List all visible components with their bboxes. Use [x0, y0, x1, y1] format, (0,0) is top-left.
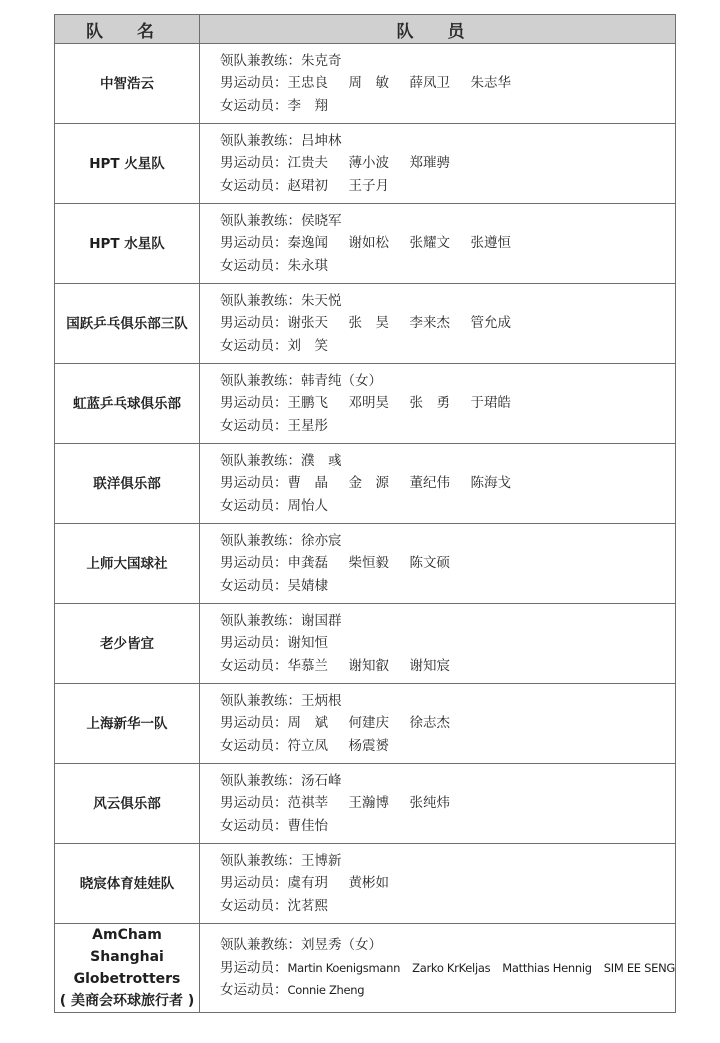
male-label: 男运动员： [220, 959, 288, 976]
male-label: 男运动员： [220, 235, 288, 252]
team-members-cell [200, 764, 676, 844]
female-players-line [220, 979, 675, 1002]
female-label: 女运动员： [220, 337, 288, 354]
male-players-line [220, 72, 675, 95]
team-name-cell [55, 524, 200, 604]
male-players-line [220, 232, 675, 255]
coach-name: 朱天悦 [301, 292, 342, 309]
team-name: 老少皆宜 [100, 635, 154, 652]
male-label: 男运动员： [220, 475, 288, 492]
coach-name: 谢国群 [301, 612, 342, 629]
team-row [55, 684, 676, 764]
female-label: 女运动员： [220, 982, 288, 999]
team-name-cell [55, 284, 200, 364]
male-player-name: 陈海戈 [470, 475, 511, 492]
team-name: 上师大国球社 [86, 555, 168, 572]
male-player-name: 张耀文 [409, 235, 450, 252]
male-player-name: 申龚磊 [287, 555, 328, 572]
male-player-name: 陈文硕 [409, 555, 450, 572]
members-column-header: 队 员 [200, 15, 676, 44]
male-player-name: 何建庆 [348, 715, 389, 732]
coach-name: 吕坤林 [301, 132, 342, 149]
female-label: 女运动员： [220, 737, 288, 754]
male-player-name: 张遵恒 [470, 235, 511, 252]
male-player-name: 王瀚博 [348, 795, 389, 812]
female-players-line [220, 655, 675, 678]
coach-line [220, 450, 675, 473]
male-label: 男运动员： [220, 315, 288, 332]
male-player-name: 江贵夫 [287, 155, 328, 172]
coach-line [220, 210, 675, 233]
male-label: 男运动员： [220, 795, 288, 812]
team-row [55, 604, 676, 684]
male-player-name: 朱志华 [470, 75, 511, 92]
male-label: 男运动员： [220, 875, 288, 892]
female-players-line [220, 335, 675, 358]
female-player-name: 赵珺初 [287, 177, 328, 194]
team-name-cell [55, 44, 200, 124]
team-row [55, 924, 676, 1013]
male-player-name: 张 昊 [348, 315, 389, 332]
coach-label: 领队兼教练： [220, 132, 301, 149]
female-players-line [220, 495, 675, 518]
team-members-cell [200, 844, 676, 924]
male-player-name: 谢张天 [287, 315, 328, 332]
team-members-cell [200, 524, 676, 604]
female-label: 女运动员： [220, 257, 288, 274]
female-players-line [220, 815, 675, 838]
female-label: 女运动员： [220, 657, 288, 674]
female-player-name: 王子月 [348, 177, 389, 194]
coach-label: 领队兼教练： [220, 292, 301, 309]
male-player-name: 薄小波 [348, 155, 389, 172]
coach-name: 濮 彧 [301, 452, 342, 469]
team-row [55, 284, 676, 364]
female-player-name: 吴婧棣 [287, 577, 328, 594]
female-players-line [220, 415, 675, 438]
male-label: 男运动员： [220, 555, 288, 572]
female-player-name: 沈茗熙 [287, 897, 328, 914]
male-players-line [220, 312, 675, 335]
coach-name: 韩青纯（女） [301, 372, 382, 389]
team-name: 上海新华一队 [86, 715, 168, 732]
coach-label: 领队兼教练： [220, 852, 301, 869]
team-members-cell [200, 364, 676, 444]
female-players-line [220, 895, 675, 918]
coach-name: 朱克奇 [301, 52, 342, 69]
team-row [55, 844, 676, 924]
coach-name: 王炳根 [301, 692, 342, 709]
team-name: 晓宸体育娃娃队 [79, 875, 175, 892]
coach-label: 领队兼教练： [220, 937, 301, 954]
header-row [55, 15, 676, 44]
coach-line [220, 690, 675, 713]
team-members-cell [200, 684, 676, 764]
male-player-name: 谢知恒 [287, 635, 328, 652]
female-player-name: 华慕兰 [287, 657, 328, 674]
male-player-name: 邓明昊 [348, 395, 389, 412]
team-name-cell [55, 844, 200, 924]
team-name-cell [55, 124, 200, 204]
team-row [55, 764, 676, 844]
female-players-line [220, 575, 675, 598]
male-label: 男运动员： [220, 75, 288, 92]
male-player-name: 曹 晶 [287, 475, 328, 492]
coach-line [220, 530, 675, 553]
female-label: 女运动员： [220, 417, 288, 434]
coach-label: 领队兼教练： [220, 452, 301, 469]
male-player-name: 范祺莘 [287, 795, 328, 812]
team-name: 联洋俱乐部 [93, 475, 161, 492]
male-players-line [220, 792, 675, 815]
female-player-name: Connie Zheng [287, 983, 365, 998]
team-name: AmCham Shanghai [90, 927, 164, 965]
male-player-name: 张 勇 [409, 395, 450, 412]
female-player-name: 曹佳怡 [287, 817, 328, 834]
team-name-cell [55, 764, 200, 844]
male-label: 男运动员： [220, 155, 288, 172]
team-row [55, 124, 676, 204]
roster-table [54, 14, 676, 1013]
female-label: 女运动员： [220, 177, 288, 194]
male-players-line [220, 472, 675, 495]
coach-label: 领队兼教练： [220, 532, 301, 549]
male-player-name: 虞有玥 [287, 875, 328, 892]
team-members-cell [200, 124, 676, 204]
male-player-name: 徐志杰 [409, 715, 450, 732]
male-player-name: 王忠良 [287, 75, 328, 92]
male-player-name: 周 敏 [348, 75, 389, 92]
team-members-cell [200, 44, 676, 124]
male-player-name: 郑璀骋 [409, 155, 450, 172]
team-name: 中智浩云 [100, 75, 154, 92]
female-player-name: 谢知宸 [409, 657, 450, 674]
male-player-name: 柴恒毅 [348, 555, 389, 572]
male-player-name: Zarko KrKeljas [412, 960, 491, 975]
male-player-name: 王鹏飞 [287, 395, 328, 412]
team-name: HPT 水星队 [89, 235, 165, 252]
coach-name: 汤石峰 [301, 772, 342, 789]
team-name: 虹蓝乒乓球俱乐部 [73, 395, 181, 412]
female-players-line [220, 175, 675, 198]
coach-name: 王博新 [301, 852, 342, 869]
roster-body [55, 44, 676, 1013]
male-player-name: 金 源 [348, 475, 389, 492]
male-player-name: 秦逸闻 [287, 235, 328, 252]
team-name: 风云俱乐部 [93, 795, 161, 812]
male-players-line [220, 712, 675, 735]
male-label: 男运动员： [220, 715, 288, 732]
team-name-cell [55, 604, 200, 684]
female-label: 女运动员： [220, 897, 288, 914]
team-row [55, 524, 676, 604]
male-players-line [220, 392, 675, 415]
male-players-line [220, 872, 675, 895]
coach-line [220, 290, 675, 313]
coach-label: 领队兼教练： [220, 372, 301, 389]
male-player-name: 张纯炜 [409, 795, 450, 812]
team-row [55, 44, 676, 124]
female-player-name: 李 翔 [287, 97, 328, 114]
female-player-name: 朱永琪 [287, 257, 328, 274]
male-player-name: 董纪伟 [409, 475, 450, 492]
team-members-cell [200, 444, 676, 524]
team-members-cell [200, 204, 676, 284]
male-players-line [220, 957, 675, 980]
coach-line [220, 370, 675, 393]
team-name-cell [55, 684, 200, 764]
team-row [55, 444, 676, 524]
male-player-name: Matthias Hennig [502, 960, 592, 975]
female-player-name: 刘 笑 [287, 337, 328, 354]
male-player-name: 管允成 [470, 315, 511, 332]
team-name-cell [55, 204, 200, 284]
male-player-name: 谢如松 [348, 235, 389, 252]
male-player-name: 薛凤卫 [409, 75, 450, 92]
coach-name: 侯晓军 [301, 212, 342, 229]
coach-name: 刘昱秀（女） [301, 937, 382, 954]
team-name-cell [55, 924, 200, 1013]
male-player-name: Martin Koenigsmann [287, 960, 401, 975]
coach-label: 领队兼教练： [220, 612, 301, 629]
male-players-line [220, 152, 675, 175]
team-row [55, 204, 676, 284]
team-name: 国跃乒乓俱乐部三队 [66, 315, 188, 332]
coach-line [220, 770, 675, 793]
team-name: ( 美商会环球旅行者 ) [59, 993, 195, 1009]
team-row [55, 364, 676, 444]
coach-line [220, 610, 675, 633]
coach-line [220, 130, 675, 153]
female-player-name: 周怡人 [287, 497, 328, 514]
coach-line [220, 50, 675, 73]
coach-label: 领队兼教练： [220, 772, 301, 789]
coach-label: 领队兼教练： [220, 212, 301, 229]
male-player-name: 周 斌 [287, 715, 328, 732]
female-players-line [220, 735, 675, 758]
coach-label: 领队兼教练： [220, 692, 301, 709]
male-player-name: 黄彬如 [348, 875, 389, 892]
female-player-name: 王星彤 [287, 417, 328, 434]
team-name-cell [55, 364, 200, 444]
team-name: HPT 火星队 [89, 155, 165, 172]
team-members-cell [200, 924, 676, 1013]
male-player-name: 于珺皓 [470, 395, 511, 412]
team-column-header: 队 名 [55, 15, 200, 44]
team-name-cell [55, 444, 200, 524]
team-members-cell [200, 284, 676, 364]
male-players-line [220, 552, 675, 575]
male-players-line [220, 632, 675, 655]
female-label: 女运动员： [220, 497, 288, 514]
female-players-line [220, 255, 675, 278]
male-label: 男运动员： [220, 395, 288, 412]
male-player-name: 李来杰 [409, 315, 450, 332]
female-label: 女运动员： [220, 577, 288, 594]
female-player-name: 符立凤 [287, 737, 328, 754]
female-label: 女运动员： [220, 817, 288, 834]
team-members-cell [200, 604, 676, 684]
coach-line [220, 850, 675, 873]
team-name: Globetrotters [73, 971, 181, 987]
female-players-line [220, 95, 675, 118]
male-label: 男运动员： [220, 635, 288, 652]
female-player-name: 谢知叡 [348, 657, 389, 674]
coach-label: 领队兼教练： [220, 52, 301, 69]
female-label: 女运动员： [220, 97, 288, 114]
male-player-name: SIM EE SENG [603, 960, 675, 975]
coach-name: 徐亦宸 [301, 532, 342, 549]
coach-line [220, 934, 675, 957]
female-player-name: 杨震赟 [348, 737, 389, 754]
